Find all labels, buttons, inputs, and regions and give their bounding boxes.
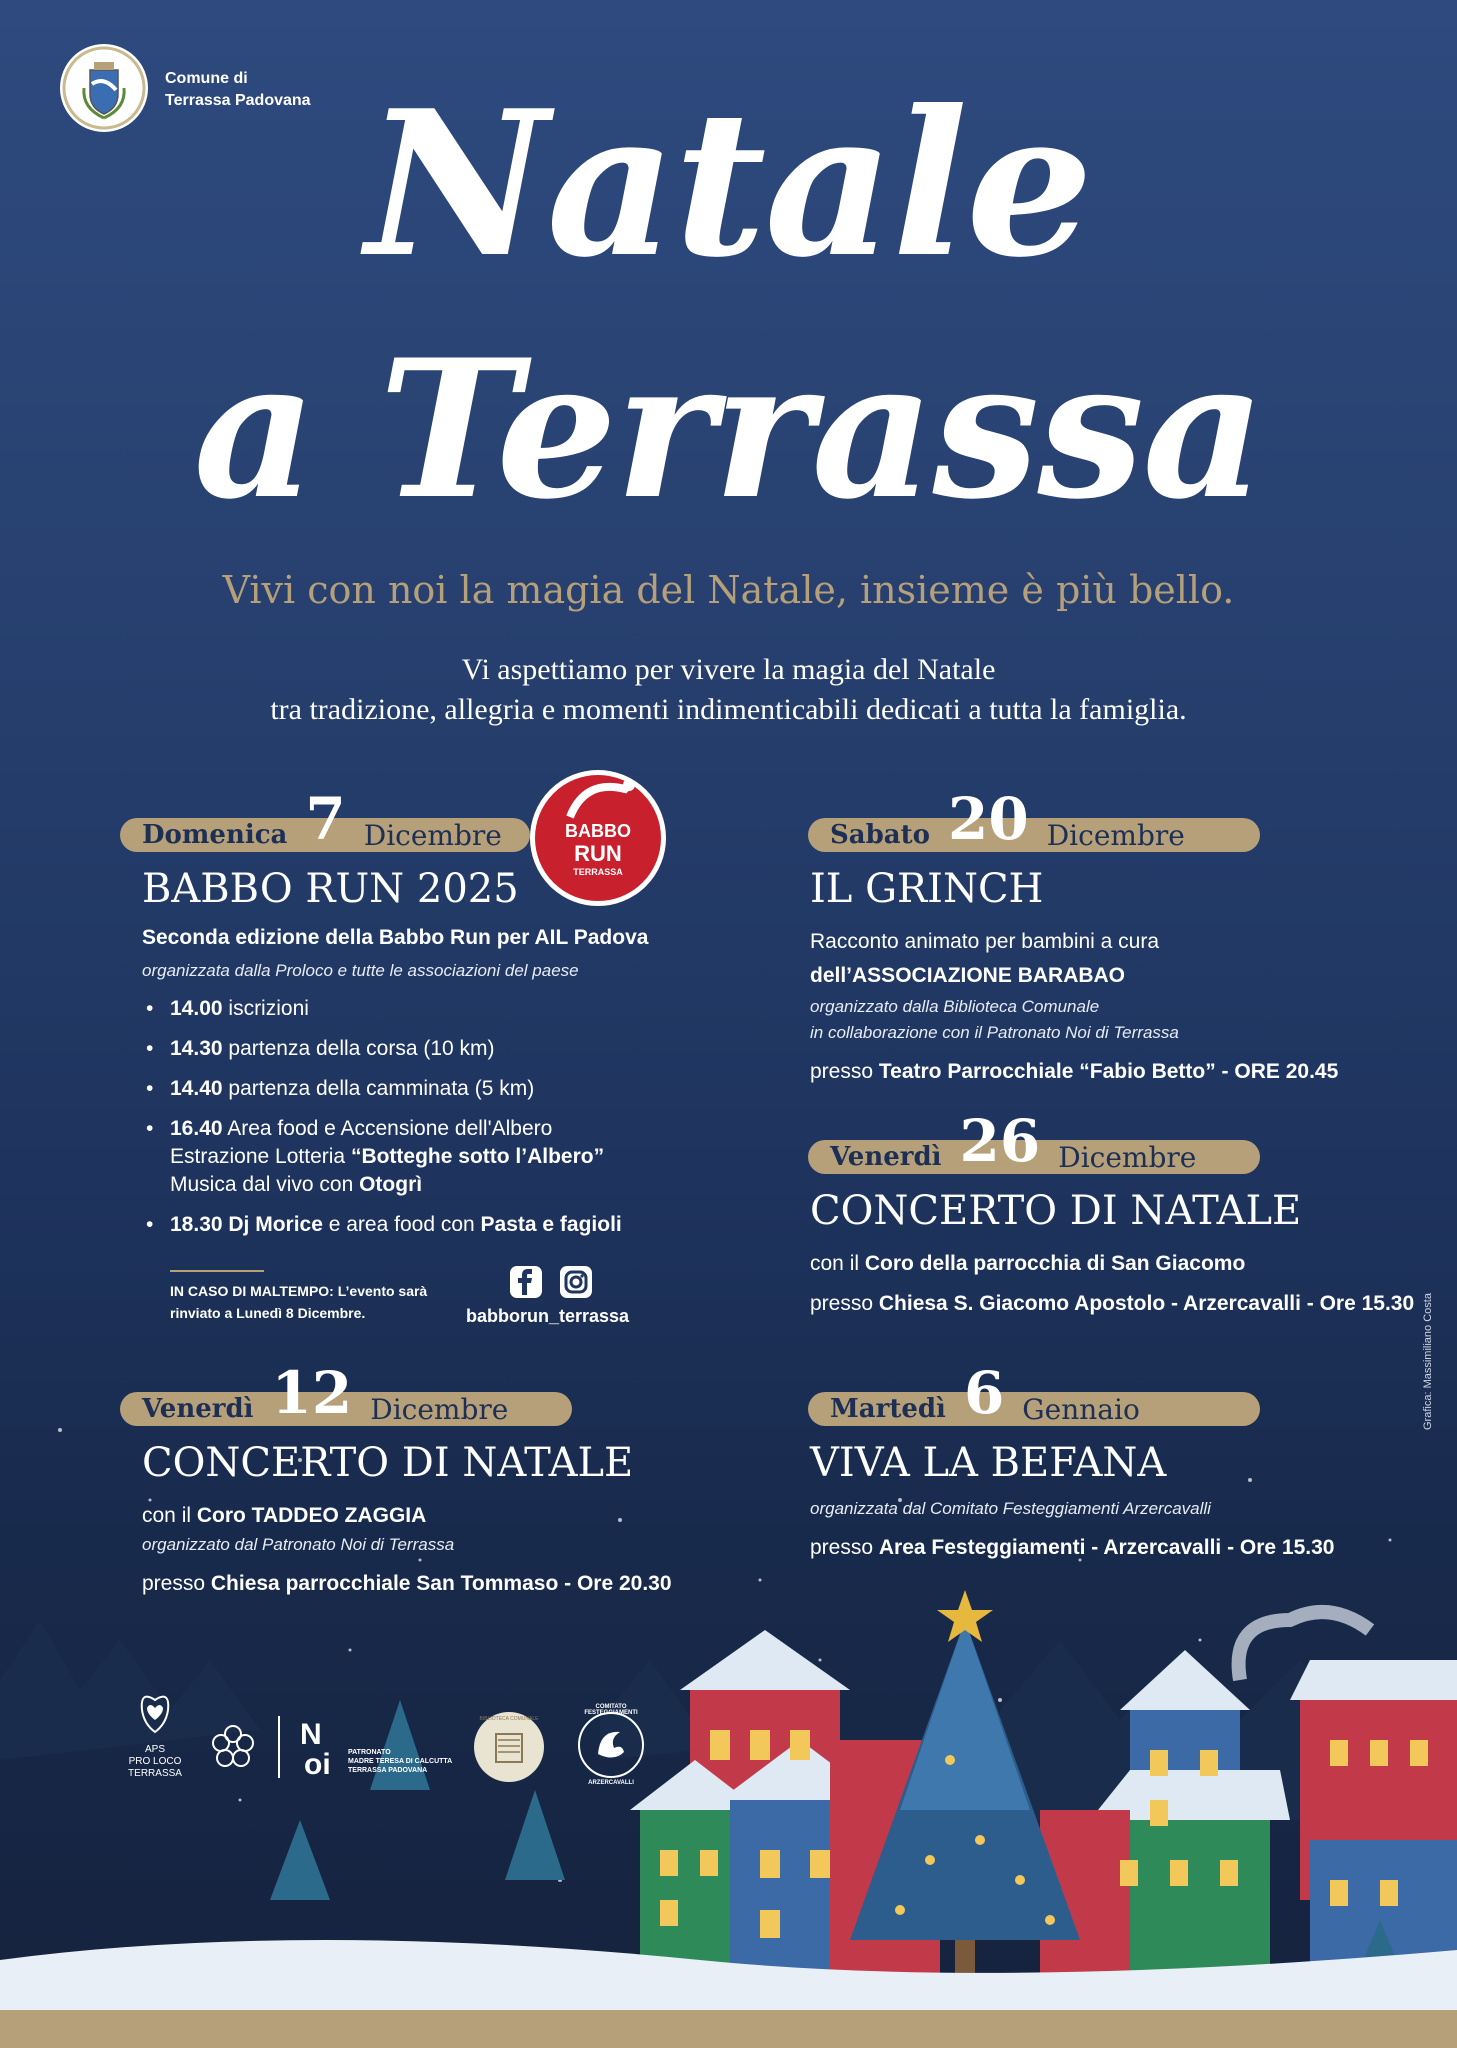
schedule-text: Musica dal vivo con [170,1173,360,1196]
proloco-line1: APS [144,1744,165,1755]
instagram-icon[interactable] [560,1266,592,1298]
month: Dicembre [1058,1140,1197,1174]
schedule-item [142,1075,622,1103]
event-org1-e2: organizzato dalla Biblioteca Comunale [810,997,1100,1016]
comune-line2: Terrassa Padovana [165,92,311,109]
bad-weather-note [170,1280,427,1324]
day-number: 20 [948,785,1029,853]
day-number: 6 [963,1359,1005,1427]
date-bar-e5 [808,1359,1260,1427]
month: Dicembre [1046,818,1185,852]
day-number: 26 [959,1107,1041,1175]
intro-text [0,650,1457,730]
date-bar-e3 [808,1107,1260,1175]
date-bar-e2 [808,785,1260,853]
day-name: Martedì [830,1394,946,1424]
event-org-e4: organizzato dal Patronato Noi di Terrassa [142,1535,455,1554]
patronato-line3: TERRASSA PADOVANA [348,1767,428,1774]
comune-line1: Comune di [165,70,248,87]
day-name: Domenica [142,820,288,850]
date-bar-e1 [120,785,530,853]
day-name: Venerdì [142,1394,254,1424]
schedule-time: 14.30 [170,1037,223,1060]
schedule-text: Area food e Accensione dell'Albero [222,1117,553,1140]
patronato-line1: PATRONATO [348,1749,391,1756]
village-illustration [0,1560,1457,2048]
title-line2: a Terrassa [193,318,1264,541]
event-line2-e2: dell’ASSOCIAZIONE BARABAO [810,964,1126,987]
day-name: Sabato [830,820,931,850]
logo-text-babbo: BABBO [565,821,631,841]
event-title-e5: VIVA LA BEFANA [810,1440,1167,1486]
babbo-run-logo [530,770,666,906]
intro-line2: tra tradizione, allegria e momenti indimenticabili dedicati a tutta la famiglia. [270,693,1187,726]
schedule-time: 16.40 [170,1117,223,1140]
schedule-item [142,1211,622,1239]
month: Dicembre [363,818,502,852]
schedule-text: e area food con [322,1213,481,1236]
svg-text:N: N [300,1718,322,1751]
intro-line1: Vi aspettiamo per vivere la magia del Natale [461,653,996,686]
event-title-e2: IL GRINCH [810,866,1044,912]
schedule-time: 14.00 [170,997,223,1020]
place-prefix: presso [810,1536,879,1559]
place-prefix: presso [810,1292,879,1315]
event-line1-e2: Racconto animato per bambini a cura [810,930,1160,953]
event-line1-e4 [142,1502,426,1530]
graphic-credit: Grafica: Massimiliano Costa [1422,1293,1434,1430]
lottery-name: “Botteghe sotto l’Albero” [350,1145,605,1168]
band-name: Otogrì [359,1173,423,1196]
patronato-line2: MADRE TERESA DI CALCUTTA [348,1758,453,1765]
event-title-e4: CONCERTO DI NATALE [142,1440,634,1486]
schedule-item [142,995,622,1023]
event-title-e3: CONCERTO DI NATALE [810,1188,1302,1234]
month: Gennaio [1022,1392,1140,1426]
schedule-item [142,1035,622,1063]
event-org2-e2: in collaborazione con il Patronato Noi di Terrassa [810,1023,1179,1042]
svg-text:oi: oi [304,1748,331,1776]
place-prefix: presso [142,1572,211,1595]
bad-weather-line1: IN CASO DI MALTEMPO: L’evento sarà [170,1283,428,1299]
schedule-time: 18.30 Dj Morice [170,1213,323,1236]
event-line1-e3 [810,1250,1245,1278]
title-line1: Natale [365,67,1092,302]
schedule-text: iscrizioni [222,997,309,1020]
event-place-e5 [810,1534,1334,1562]
patronato-text [348,1748,452,1775]
schedule-item [142,1115,622,1199]
schedule-text: Estrazione Lotteria [170,1145,351,1168]
logo-text-run: RUN [574,841,622,866]
tagline: Vivi con noi la magia del Natale, insieme è più bello. [222,568,1235,612]
place-prefix: presso [810,1060,879,1083]
event-title-e1: BABBO RUN 2025 [142,866,519,912]
event-place-e2 [810,1058,1338,1086]
flower-logo-icon [206,1720,260,1778]
logo-divider [278,1716,280,1778]
biblioteca-text: BIBLIOTECA COMUNALE [479,1716,539,1722]
patronato-logo [300,1716,344,1781]
food-name: Pasta e fagioli [480,1213,622,1236]
footer-bar [0,2010,1457,2048]
social-handle[interactable]: babborun_terrassa [466,1306,630,1326]
biblioteca-logo [474,1712,544,1782]
comitato-line2: ARZERCAVALLI [588,1780,634,1786]
event-org-e5: organizzata dal Comitato Festeggiamenti Arzercavalli [810,1499,1211,1518]
proloco-line2: PRO LOCO [128,1756,182,1767]
divider [170,1270,264,1272]
day-number: 7 [305,785,346,853]
choir-name: Coro della parrocchia di San Giacomo [864,1252,1246,1275]
choir-prefix: con il [142,1504,197,1527]
comitato-line1: COMITATO FESTEGGIAMENTI [584,1704,638,1716]
choir-prefix: con il [810,1252,865,1275]
schedule-list-e1 [142,995,622,1251]
comitato-logo [578,1704,644,1786]
place-name: Chiesa parrocchiale San Tommaso - Ore 20.30 [210,1572,672,1595]
facebook-icon[interactable] [510,1266,542,1298]
event-organizer-e1: organizzata dalla Proloco e tutte le associazioni del paese [142,961,579,980]
day-name: Venerdì [830,1142,942,1172]
date-bar-e4 [120,1359,572,1427]
bad-weather-line2: rinviato a Lunedì 8 Dicembre. [170,1305,366,1321]
place-name: Chiesa S. Giacomo Apostolo - Arzercavalli - Ore 15.30 [878,1292,1415,1315]
event-place-e3 [810,1290,1414,1318]
place-name: Area Festeggiamenti - Arzercavalli - Ore 15.30 [878,1536,1335,1559]
choir-name: Coro TADDEO ZAGGIA [196,1504,427,1527]
schedule-time: 14.40 [170,1077,223,1100]
logo-text-terrassa: TERRASSA [573,867,623,877]
schedule-text: partenza della corsa (10 km) [222,1037,495,1060]
event-subtitle-e1: Seconda edizione della Babbo Run per AIL Padova [142,926,649,949]
proloco-logo [120,1690,190,1780]
proloco-line3: TERRASSA [128,1768,182,1779]
day-number: 12 [271,1359,353,1427]
month: Dicembre [370,1392,509,1426]
place-name: Teatro Parrocchiale “Fabio Betto” - ORE 20.45 [878,1060,1339,1083]
schedule-text: partenza della camminata (5 km) [222,1077,535,1100]
